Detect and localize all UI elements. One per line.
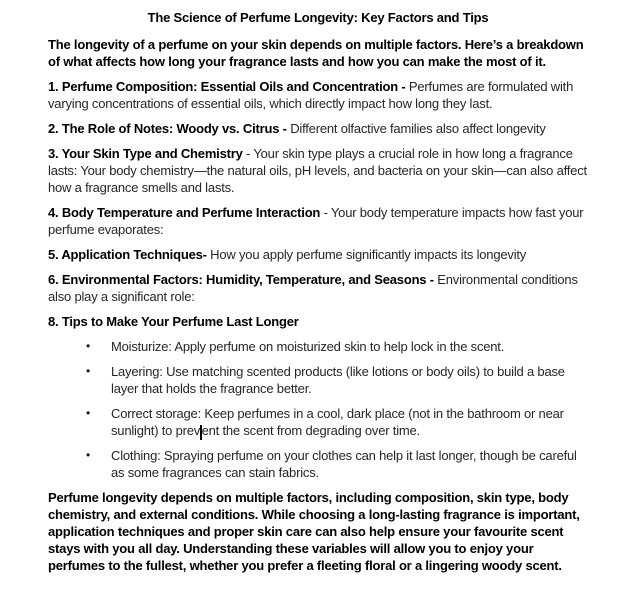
section-1-composition [48,78,588,112]
document-body[interactable] [48,9,588,574]
section-3-skin-type [48,145,588,196]
tip-correct-storage[interactable] [48,405,588,439]
intro-paragraph: The longevity of a perfume on your skin depends on multiple factors. Here’s a breakdown of what affects how long your fragrance lasts and how you can make the most of it. [48,37,584,69]
section-3-heading: 3. Your Skin Type and Chemistry [48,146,243,161]
section-4-body-temperature [48,204,588,238]
section-6-environmental [48,271,588,305]
section-4-text: - Your body temperature impacts how fast your perfume evaporates: [48,205,584,237]
bullet-icon: • [86,406,91,420]
tip-layering [48,363,588,397]
section-5-heading: 5. Application Techniques- [48,247,207,262]
section-2-heading: 2. The Role of Notes: Woody vs. Citrus - [48,121,287,136]
section-1-text: Perfumes are formulated with varying concentrations of essential oils, which directly impact how long they last. [48,79,574,111]
section-2-notes [48,120,588,137]
document-title: The Science of Perfume Longevity: Key Factors and Tips [147,10,489,25]
tip-moisturize [48,338,588,355]
section-1-heading: 1. Perfume Composition: Essential Oils and Concentration - [48,79,406,94]
section-5-text: How you apply perfume significantly impacts its longevity [206,247,527,262]
tip-clothing [48,447,588,481]
tips-list [48,338,588,481]
tip-clothing-text: Clothing: Spraying perfume on your clothes can help it last longer, though be careful as some fragrances can stain fabrics. [111,448,577,480]
tip-layering-text: Layering: Use matching scented products (like lotions or body oils) to build a base layer that holds the fragrance better. [111,364,565,396]
section-8-tips-heading [48,313,588,330]
bullet-icon: • [86,364,91,378]
tip-storage-text-after-caret: ent the scent from degrading over time. [201,423,420,438]
tip-storage-text-before-caret: Correct storage: Keep perfumes in a cool, dark place (not in the bathroom or near sunlight) to prev [111,406,564,438]
section-8-heading: 8. Tips to Make Your Perfume Last Longer [48,314,299,329]
bullet-icon: • [86,339,91,353]
section-6-text: Environmental conditions also play a significant role: [48,272,578,304]
section-5-application [48,246,588,263]
section-6-heading: 6. Environmental Factors: Humidity, Temperature, and Seasons - [48,272,434,287]
section-3-text: - Your skin type plays a crucial role in how long a fragrance lasts: Your body chemistry—the natural oils, pH levels, and bacteria on your skin—can also affect how a fragrance smells and lasts. [48,146,587,195]
section-2-text: Different olfactive families also affect longevity [286,121,546,136]
conclusion-paragraph: Perfume longevity depends on multiple factors, including composition, skin type, body chemistry, and external conditions. While choosing a long-lasting fragrance is important, application techniques and proper skin care can also help ensure your favourite scent stays with you all day. Understanding these variables will allow you to enjoy your perfumes to the fullest, whether you prefer a fleeting floral or a lingering woody scent. [48,490,580,573]
tip-moisturize-text: Moisturize: Apply perfume on moisturized skin to help lock in the scent. [111,339,505,354]
bullet-icon: • [86,448,91,462]
section-4-heading: 4. Body Temperature and Perfume Interaction [48,205,321,220]
